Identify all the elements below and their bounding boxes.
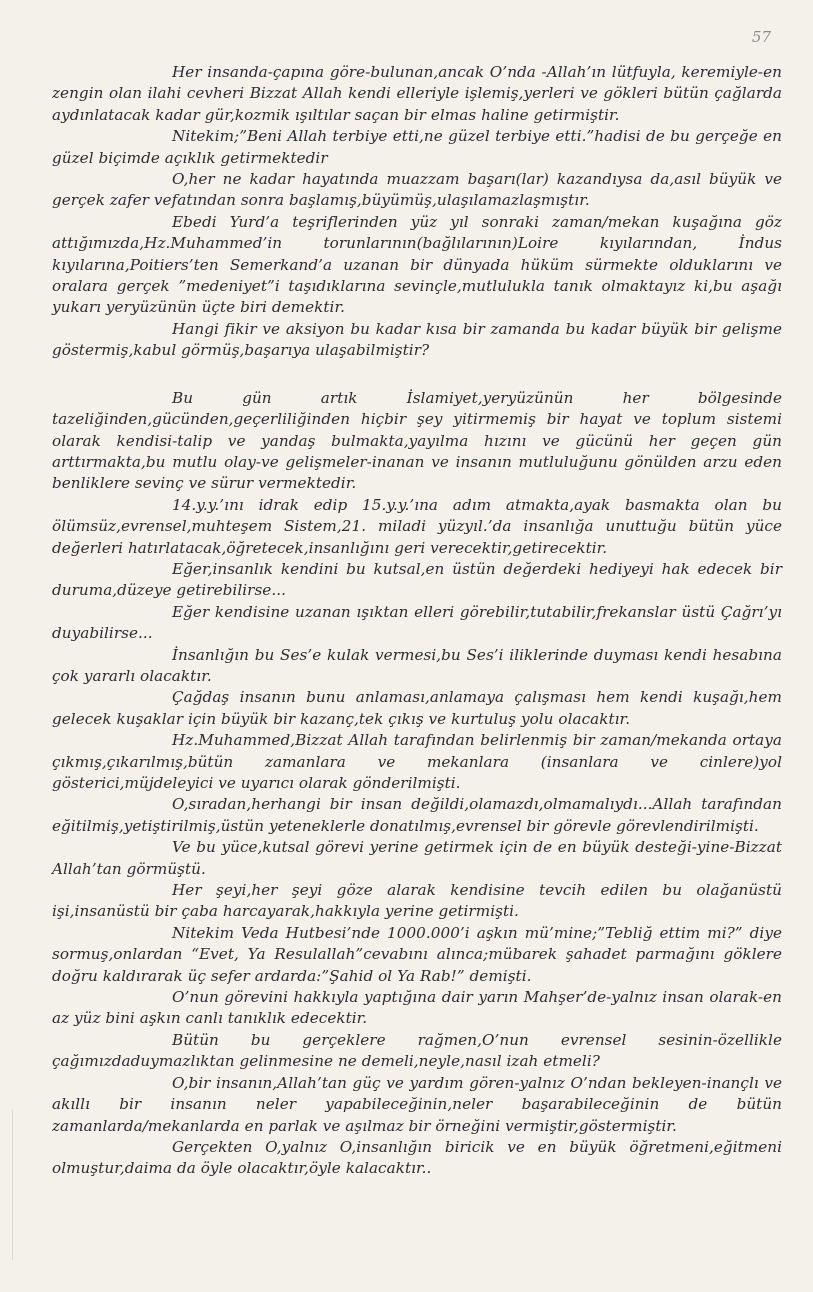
paragraph: 14.y.y.’ını idrak edip 15.y.y.’ına adım atmakta,ayak basmakta olan bu ölümsüz,evrensel,muhteşem Sistem,21. miladi yüzyıl.’da insanlığa unuttuğu bütün yüce değerleri hatırlatacak,öğretecek,insanlığını geri verecektir,getirecektir. xyxy=(52,495,782,557)
paragraph: Bütün bu gerçeklere rağmen,O’nun evrensel sesinin-özellikle çağımızdaduymazlıktan gelinmesine ne demeli,neyle,nasıl izah etmeli? xyxy=(52,1030,782,1071)
paragraph: Ebedi Yurd’a teşriflerinden yüz yıl sonraki zaman/mekan kuşağına göz attığımızda,Hz.Muhammed’in torunlarının(bağlılarının)Loire kıyılarından, İndus kıyılarına,Poitiers’ten Semerkand’a uzanan bir dünyada hüküm sürmekte olduklarını ve oralara gerçek ”medeniyet”i taşıdıklarına sevinçle,mutlulukla tanık olmaktayız ki,bu aşağı yukarı yeryüzünün üçte biri demektir. xyxy=(52,212,782,317)
paragraph: Çağdaş insanın bunu anlaması,anlamaya çalışması hem kendi kuşağı,hem gelecek kuşaklar için büyük bir kazanç,tek çıkış ve kurtuluş yolu olacaktır. xyxy=(52,688,782,728)
paragraph: Ve bu yüce,kutsal görevi yerine getirmek için de en büyük desteği-yine-Bizzat Allah’tan görmüştü. xyxy=(52,838,782,878)
paragraph: Her insanda-çapına göre-bulunan,ancak O’nda -Allah’ın lütfuyla, keremiyle-en zengin olan ilahi cevheri Bizzat Allah kendi elleriyle işlemiş,yerleri ve gökleri bütün çağlarda aydınlatacak kadar gür,kozmik ışıltılar saçan bir elmas haline getirmiştir. xyxy=(52,63,782,124)
paragraph: Gerçekten O,yalnız O,insanlığın biricik ve en büyük öğretmeni,eğitmeni olmuştur,daima da öyle olacaktır,öyle kalacaktır.. xyxy=(52,1137,782,1178)
paragraph: Hz.Muhammed,Bizzat Allah tarafından belirlenmiş bir zaman/mekanda ortaya çıkmış,çıkarılmış,bütün zamanlara ve mekanlara (insanlara ve cinlere)yol gösterici,müjdeleyici ve uyarıcı olarak gönderilmişti. xyxy=(52,731,782,792)
paragraph: O,bir insanın,Allah’tan güç ve yardım gören-yalnız O’ndan bekleyen-inançlı ve akıllı bir insanın neler yapabileceğinin,neler başarabileceğinin de bütün zamanlarda/mekanlarda en parlak ve aşılmaz bir örneğini vermiştir,göstermiştir. xyxy=(52,1073,782,1135)
paragraph: Her şeyi,her şeyi göze alarak kendisine tevcih edilen bu olağanüstü işi,insanüstü bir çaba harcayarak,hakkıyla yerine getirmişti. xyxy=(52,881,782,921)
paragraph: O,sıradan,herhangi bir insan değildi,olamazdı,olmamalıydı...Allah tarafından eğitilmiş,yetiştirilmiş,üstün yeteneklerle donatılmış,evrensel bir görevle görevlendirilmişti. xyxy=(52,795,782,835)
page-number: 57 xyxy=(751,28,771,46)
page-body xyxy=(52,62,782,1180)
paragraph: İnsanlığın bu Ses’e kulak vermesi,bu Ses’i iliklerinde duyması kendi hesabına çok yararlı olacaktır. xyxy=(52,645,782,685)
margin-stamp-mark xyxy=(12,1110,23,1260)
paragraph: O’nun görevini hakkıyla yaptığına dair yarın Mahşer’de-yalnız insan olarak-en az yüz bini aşkın canlı tanıklık edecektir. xyxy=(52,988,782,1028)
paragraph: Nitekim;”Beni Allah terbiye etti,ne güzel terbiye etti.”hadisi de bu gerçeğe en güzel biçimde açıklık getirmektedir xyxy=(52,127,782,167)
paragraph: Hangi fikir ve aksiyon bu kadar kısa bir zamanda bu kadar büyük bir gelişme göstermiş,kabul görmüş,başarıya ulaşabilmiştir? xyxy=(52,319,782,360)
paragraph: Nitekim Veda Hutbesi’nde 1000.000’i aşkın mü’mine;”Tebliğ ettim mi?” diye sormuş,onlardan “Evet, Ya Resulallah”cevabını alınca;mübarek şahadet parmağını göklere doğru kaldırarak üç sefer ardarda:”Şahid ol Ya Rab!” demişti. xyxy=(52,923,782,985)
paragraph: Eğer kendisine uzanan ışıktan elleri görebilir,tutabilir,frekanslar üstü Çağrı’yı duyabilirse... xyxy=(52,602,782,643)
paragraph: Bu gün artık İslamiyet,yeryüzünün her bölgesinde tazeliğinden,gücünden,geçerliliğinden hiçbir şey yitirmemiş bir hayat ve toplum sistemi olarak kendisi-talip ve yandaş bulmakta,yayılma hızını ve gücünü her geçen gün arttırmakta,bu mutlu olay-ve gelişmeler-inanan ve insanın mutluluğunu gönülden arzu eden benliklere sevinç ve sürur vermektedir. xyxy=(52,388,782,493)
paragraph: O,her ne kadar hayatında muazzam başarı(lar) kazandıysa da,asıl büyük ve gerçek zafer vefatından sonra başlamış,büyümüş,ulaşılamazlaşmıştır. xyxy=(52,170,782,210)
paragraph: Eğer,insanlık kendini bu kutsal,en üstün değerdeki hediyeyi hak edecek bir duruma,düzeye getirebilirse... xyxy=(52,559,782,600)
